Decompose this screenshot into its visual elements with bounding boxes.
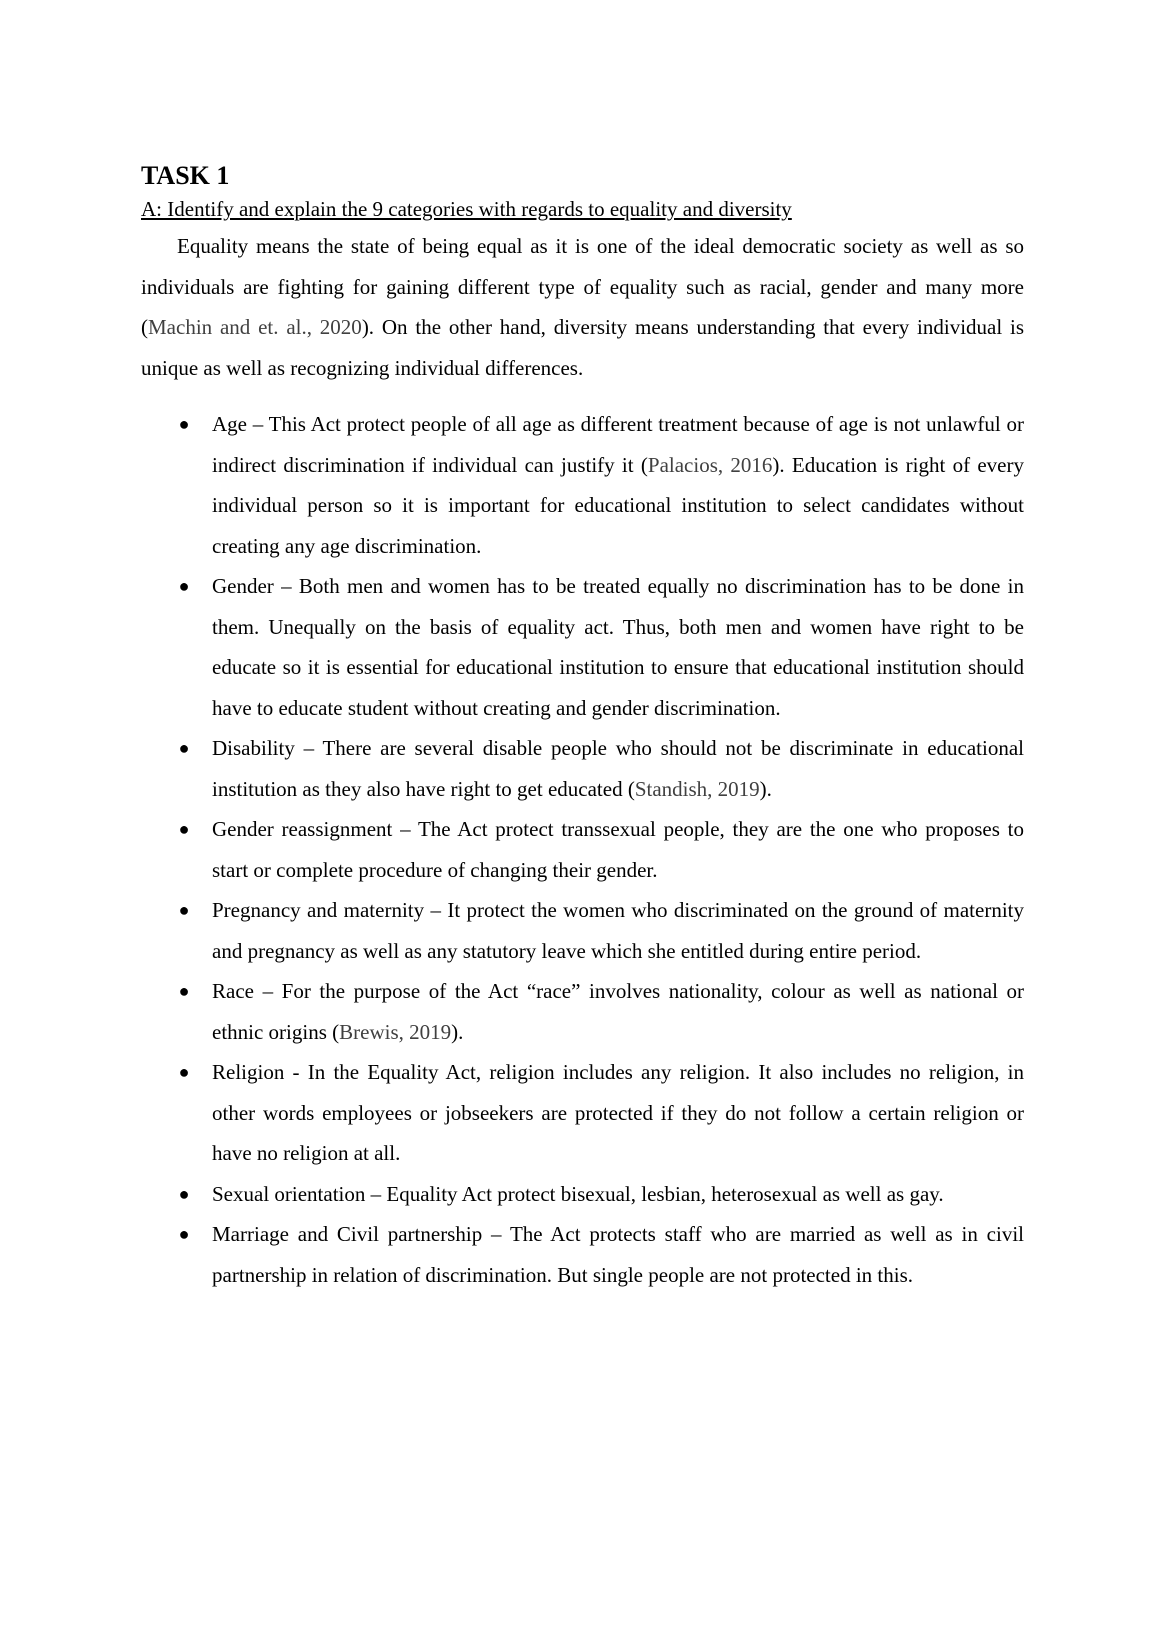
bullet-dot-icon: ● — [178, 1224, 190, 1244]
bullet-dot-icon: ● — [178, 981, 190, 1001]
list-item-sexual-orientation — [141, 1174, 1024, 1215]
list-item-citation: Palacios, 2016 — [647, 452, 773, 477]
category-list — [141, 404, 1024, 1295]
list-item-text-after: ). — [451, 1019, 464, 1044]
bullet-dot-icon: ● — [178, 1062, 190, 1082]
intro-paragraph — [141, 226, 1024, 388]
list-item-gender-reassignment — [141, 809, 1024, 890]
list-item-text: Age – This Act protect people of all age as different treatment because of age is not unlawful or indirect discrimination if individual can justify it ( — [212, 412, 1024, 477]
list-item-age — [141, 404, 1024, 566]
list-item-text: Religion - In the Equality Act, religion includes any religion. It also includes no religion, in other words employees or jobseekers are protected if they do not follow a certain religion or have no religion at all. — [212, 1060, 1024, 1165]
list-item-pregnancy-maternity — [141, 890, 1024, 971]
bullet-dot-icon: ● — [178, 1183, 190, 1204]
list-item-text: Gender – Both men and women has to be treated equally no discrimination has to be done in them. Unequally on the basis of equality act. Thus, both men and women have right to be educate so it is essential for educational institution to ensure that educational institution should have to educate student without creating and gender discrimination. — [212, 574, 1024, 720]
list-item-text: Gender reassignment – The Act protect transsexual people, they are the one who proposes to start or complete procedure of changing their gender. — [212, 817, 1024, 882]
list-item-citation: Standish, 2019 — [634, 776, 760, 801]
list-item-religion — [141, 1052, 1024, 1174]
list-item-text-after: ). — [759, 776, 772, 801]
bullet-dot-icon: ● — [178, 414, 190, 434]
list-item-race — [141, 971, 1024, 1052]
bullet-dot-icon: ● — [178, 738, 190, 758]
bullet-dot-icon: ● — [178, 576, 190, 596]
list-item-text: Marriage and Civil partnership – The Act protects staff who are married as well as in civil partnership in relation of discrimination. But single people are not protected in this. — [212, 1222, 1024, 1287]
intro-text-part2: ). On the other hand, diversity means understanding that every individual is unique as well as recognizing individual differences. — [141, 315, 1025, 380]
intro-text-part1: Equality means the state of being equal as it is one of the ideal democratic society as well as so individuals are fighting for gaining different type of equality such as racial, gender and many more ( — [141, 234, 1024, 339]
list-item-marriage-civil-partnership — [141, 1214, 1024, 1295]
page-title: TASK 1 — [141, 161, 230, 190]
document-page — [141, 160, 1024, 1295]
bullet-dot-icon: ● — [178, 819, 190, 839]
list-item-text: Sexual orientation – Equality Act protect bisexual, lesbian, heterosexual as well as gay. — [212, 1181, 944, 1206]
list-item-disability — [141, 728, 1024, 809]
intro-citation: Machin and et. al., 2020 — [148, 315, 362, 339]
list-item-citation: Brewis, 2019 — [339, 1019, 452, 1044]
list-item-text: Pregnancy and maternity – It protect the women who discriminated on the ground of maternity and pregnancy as well as any statutory leave which she entitled during entire period. — [212, 898, 1024, 963]
list-item-text: Disability – There are several disable people who should not be discriminate in educational institution as they also have right to get educated ( — [212, 736, 1024, 801]
section-subtitle: A: Identify and explain the 9 categories with regards to equality and diversity — [141, 197, 792, 221]
list-item-gender — [141, 566, 1024, 728]
list-item-text: Race – For the purpose of the Act “race” involves nationality, colour as well as national or ethnic origins ( — [212, 979, 1024, 1044]
bullet-dot-icon: ● — [178, 900, 190, 920]
list-item-text-after: ). Education is right of every individual person so it is important for educational institution to select candidates without creating any age discrimination. — [212, 452, 1024, 558]
